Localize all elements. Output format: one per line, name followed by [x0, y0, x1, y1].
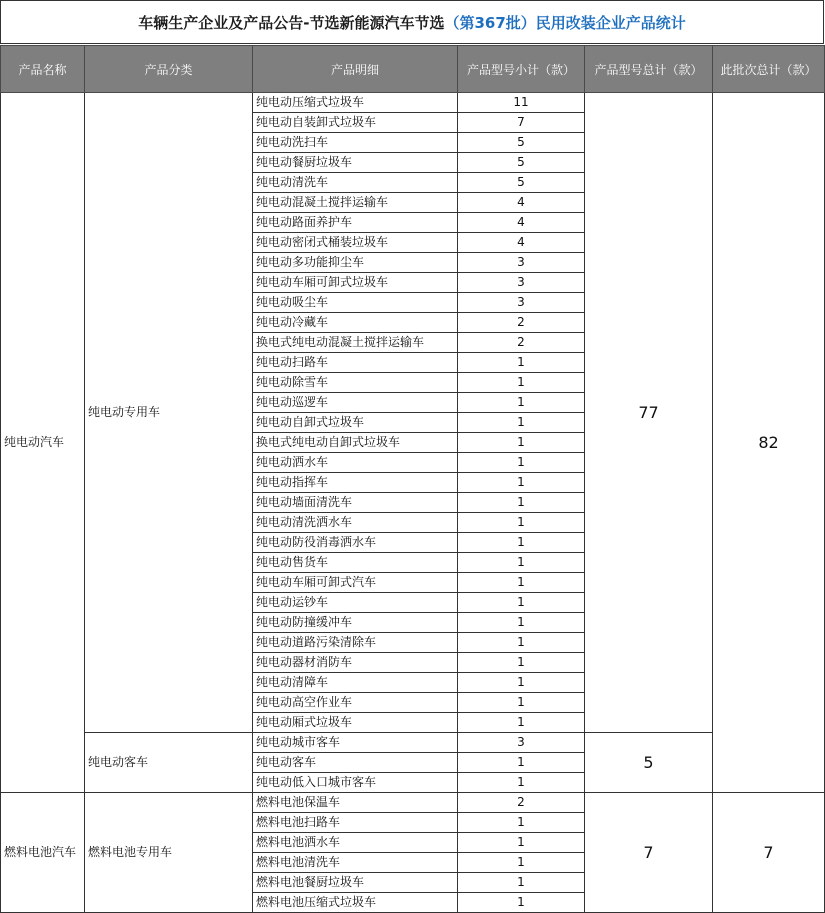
- product-detail-cell: 燃料电池保温车: [253, 793, 458, 813]
- product-detail-cell: 纯电动指挥车: [253, 473, 458, 493]
- model-subtotal-cell: 1: [458, 753, 585, 773]
- table-body: [1, 93, 825, 913]
- model-subtotal-cell: 1: [458, 873, 585, 893]
- title-main: 车辆生产企业及产品公告-节选新能源汽车节选: [138, 13, 445, 32]
- model-subtotal-cell: 1: [458, 433, 585, 453]
- model-subtotal-cell: 7: [458, 113, 585, 133]
- product-detail-cell: 纯电动压缩式垃圾车: [253, 93, 458, 113]
- model-subtotal-cell: 1: [458, 413, 585, 433]
- header-product-name: 产品名称: [1, 46, 85, 93]
- batch-total-cell: 7: [713, 793, 825, 913]
- product-detail-cell: 燃料电池压缩式垃圾车: [253, 893, 458, 913]
- model-subtotal-cell: 1: [458, 633, 585, 653]
- product-detail-cell: 纯电动车厢可卸式汽车: [253, 573, 458, 593]
- product-detail-cell: 纯电动密闭式桶装垃圾车: [253, 233, 458, 253]
- model-subtotal-cell: 1: [458, 813, 585, 833]
- product-detail-cell: 纯电动除雪车: [253, 373, 458, 393]
- product-detail-cell: 纯电动运钞车: [253, 593, 458, 613]
- model-subtotal-cell: 11: [458, 93, 585, 113]
- page-title: [0, 0, 824, 44]
- product-detail-cell: 纯电动混凝土搅拌运输车: [253, 193, 458, 213]
- model-total-cell: 77: [585, 93, 713, 733]
- model-subtotal-cell: 1: [458, 613, 585, 633]
- model-subtotal-cell: 5: [458, 153, 585, 173]
- product-name-cell: 燃料电池汽车: [1, 793, 85, 913]
- product-detail-cell: 换电式纯电动混凝土搅拌运输车: [253, 333, 458, 353]
- model-subtotal-cell: 2: [458, 333, 585, 353]
- product-detail-cell: 纯电动路面养护车: [253, 213, 458, 233]
- title-highlight: （第367批）民用改装企业产品统计: [444, 13, 686, 32]
- table-row: [1, 733, 825, 753]
- model-subtotal-cell: 1: [458, 693, 585, 713]
- product-name-cell: 纯电动汽车: [1, 93, 85, 793]
- product-detail-cell: 纯电动厢式垃圾车: [253, 713, 458, 733]
- model-subtotal-cell: 1: [458, 573, 585, 593]
- product-detail-cell: 纯电动清洗洒水车: [253, 513, 458, 533]
- product-detail-cell: 纯电动道路污染清除车: [253, 633, 458, 653]
- product-detail-cell: 纯电动自装卸式垃圾车: [253, 113, 458, 133]
- model-subtotal-cell: 3: [458, 253, 585, 273]
- model-subtotal-cell: 1: [458, 453, 585, 473]
- model-subtotal-cell: 3: [458, 273, 585, 293]
- product-detail-cell: 纯电动器材消防车: [253, 653, 458, 673]
- product-detail-cell: 纯电动扫路车: [253, 353, 458, 373]
- product-detail-cell: 燃料电池餐厨垃圾车: [253, 873, 458, 893]
- model-subtotal-cell: 4: [458, 233, 585, 253]
- header-model-subtotal: 产品型号小计（款）: [458, 46, 585, 93]
- model-subtotal-cell: 1: [458, 853, 585, 873]
- table-row: [1, 793, 825, 813]
- product-detail-cell: 纯电动洒水车: [253, 453, 458, 473]
- product-detail-cell: 纯电动洗扫车: [253, 133, 458, 153]
- model-subtotal-cell: 1: [458, 533, 585, 553]
- header-product-category: 产品分类: [85, 46, 253, 93]
- product-detail-cell: 纯电动客车: [253, 753, 458, 773]
- model-subtotal-cell: 3: [458, 293, 585, 313]
- header-row: [1, 46, 825, 93]
- model-subtotal-cell: 1: [458, 653, 585, 673]
- stats-table: [0, 45, 825, 913]
- product-detail-cell: 纯电动吸尘车: [253, 293, 458, 313]
- product-detail-cell: 纯电动高空作业车: [253, 693, 458, 713]
- product-detail-cell: 燃料电池扫路车: [253, 813, 458, 833]
- product-detail-cell: 换电式纯电动自卸式垃圾车: [253, 433, 458, 453]
- model-subtotal-cell: 5: [458, 133, 585, 153]
- model-subtotal-cell: 1: [458, 493, 585, 513]
- product-detail-cell: 纯电动冷藏车: [253, 313, 458, 333]
- model-subtotal-cell: 1: [458, 893, 585, 913]
- header-model-total: 产品型号总计（款）: [585, 46, 713, 93]
- model-subtotal-cell: 1: [458, 373, 585, 393]
- model-subtotal-cell: 1: [458, 553, 585, 573]
- model-subtotal-cell: 1: [458, 833, 585, 853]
- product-detail-cell: 纯电动清洗车: [253, 173, 458, 193]
- product-detail-cell: 纯电动巡逻车: [253, 393, 458, 413]
- model-subtotal-cell: 5: [458, 173, 585, 193]
- product-category-cell: 纯电动专用车: [85, 93, 253, 733]
- product-detail-cell: 燃料电池洒水车: [253, 833, 458, 853]
- product-detail-cell: 纯电动车厢可卸式垃圾车: [253, 273, 458, 293]
- product-detail-cell: 纯电动防撞缓冲车: [253, 613, 458, 633]
- product-detail-cell: 纯电动自卸式垃圾车: [253, 413, 458, 433]
- batch-total-cell: 82: [713, 93, 825, 793]
- model-subtotal-cell: 1: [458, 473, 585, 493]
- model-subtotal-cell: 4: [458, 213, 585, 233]
- model-subtotal-cell: 1: [458, 773, 585, 793]
- model-subtotal-cell: 2: [458, 793, 585, 813]
- model-subtotal-cell: 1: [458, 513, 585, 533]
- model-subtotal-cell: 1: [458, 673, 585, 693]
- product-detail-cell: 纯电动防役消毒洒水车: [253, 533, 458, 553]
- product-category-cell: 纯电动客车: [85, 733, 253, 793]
- model-total-cell: 5: [585, 733, 713, 793]
- model-subtotal-cell: 2: [458, 313, 585, 333]
- model-subtotal-cell: 1: [458, 713, 585, 733]
- model-total-cell: 7: [585, 793, 713, 913]
- product-detail-cell: 纯电动餐厨垃圾车: [253, 153, 458, 173]
- table-row: [1, 93, 825, 113]
- product-detail-cell: 纯电动墙面清洗车: [253, 493, 458, 513]
- model-subtotal-cell: 4: [458, 193, 585, 213]
- product-detail-cell: 纯电动城市客车: [253, 733, 458, 753]
- model-subtotal-cell: 1: [458, 593, 585, 613]
- header-batch-total: 此批次总计（款）: [713, 46, 825, 93]
- product-detail-cell: 纯电动清障车: [253, 673, 458, 693]
- model-subtotal-cell: 3: [458, 733, 585, 753]
- header-product-detail: 产品明细: [253, 46, 458, 93]
- product-detail-cell: 纯电动多功能抑尘车: [253, 253, 458, 273]
- product-detail-cell: 纯电动售货车: [253, 553, 458, 573]
- model-subtotal-cell: 1: [458, 393, 585, 413]
- product-detail-cell: 燃料电池清洗车: [253, 853, 458, 873]
- product-category-cell: 燃料电池专用车: [85, 793, 253, 913]
- model-subtotal-cell: 1: [458, 353, 585, 373]
- product-detail-cell: 纯电动低入口城市客车: [253, 773, 458, 793]
